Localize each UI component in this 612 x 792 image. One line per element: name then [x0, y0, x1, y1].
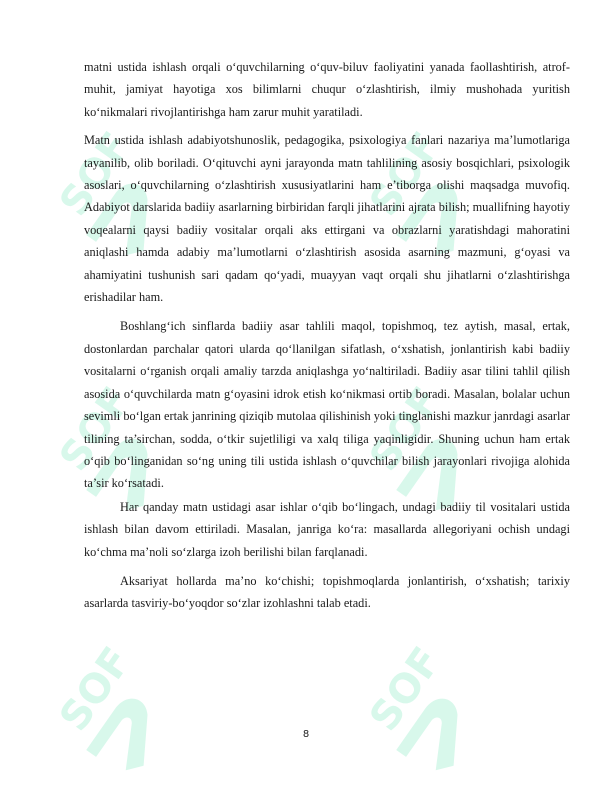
- watermark-text: SOF: [51, 124, 141, 225]
- paragraph: Aksariyat hollarda ma’no ko‘chishi; topishmoqlarda jonlantirish, o‘xshatish; tarixiy asarlarda tasviriy-bo‘yoqdor so‘zlar izohlashni talab etadi.: [84, 573, 570, 611]
- watermark-text: SOF: [51, 379, 141, 480]
- body-text: [84, 56, 570, 615]
- page-number: 8: [302, 729, 310, 740]
- watermark-text: SOF: [51, 639, 141, 740]
- paragraph: matni ustida ishlash orqali o‘quvchilarning o‘quv-biluv faoliyatini yanada faollashtirish, atrof-muhit, jamiyat hayotiga xos bilimlarni chuqur o‘zlashtirish, ilmiy mushohada yuritish ko‘nikmalari rivojlantirishga ham zarur muhit yaratiladi.: [84, 60, 570, 119]
- paragraph: Boshlang‘ich sinflarda badiiy asar tahlili maqol, topishmoq, tez aytish, masal, ertak, dostonlardan parchalar qatori ularda qo‘llanilgan sifatlash, o‘xshatish, jonlantirish kabi badiiy vositalarni o‘rganish orqali amaliy tarzda aniqlashga yo‘naltiriladi. Badiiy asar tilini tahlil qilish asosida o‘quvchilarda matn g‘oyasini idrok etish ko‘nikmasi ortib boradi. Masalan, bolalar uchun sevimli bo‘lgan ertak janrining qiziqib mutolaa qilishinish yoki tinglanishi mazkur janrdagi asarlar tilining ta’sirchan, sodda, o‘tkir sujetliligi va xalq tiliga yaqinligidir. Shuning uchun ham ertak o‘qib bo‘linganidan so‘ng uning tili ustida ishlash o‘quvchilar bilish jarayonlari rivojiga alohida ta’sir ko‘rsatadi.: [84, 319, 570, 491]
- paragraph: Har qanday matn ustidagi asar ishlar o‘qib bo‘lingach, undagi badiiy til vositalari ustida ishlash bilan davom ettiriladi. Masalan, janriga ko‘ra: masallarda allegoriyani ochish undagi ko‘chma ma’noli so‘zlarga izoh berilishi bilan farqlanadi.: [84, 499, 570, 559]
- watermark-text: SOF: [361, 639, 451, 740]
- paragraph: Matn ustida ishlash adabiyotshunoslik, pedagogika, psixologiya fanlari nazariya ma’lumotlariga tayanilib, olib boriladi. O‘qituvchi ayni jarayonda matn tahlilining asosiy bosqichlari, psixologik asoslari, o‘quvchilarning o‘zlashtirish xususiyatlarini ham e’tiborga olishi maqsadga muvofiq. Adabiyot darslarida badiiy asarlarning birbiridan farqli jihatlarini ajrata bilish; muallifning hayotiy voqealarni qaysi badiiy vositalar orqali aks ettirgani va obrazlarni yaratishdagi mahoratini aniqlashi hamda adabiy ma’lumotlarni o‘zlashtirish asosida asarning mazmuni, g‘oyasi va ahamiyatini tushunish sari qadam qo‘yadi, muayyan vaqt orqali shu jihatlarni o‘zlashtirishga erishadilar ham.: [84, 133, 570, 305]
- watermark-text: SOF: [361, 124, 451, 225]
- watermark-text: SOF: [361, 379, 451, 480]
